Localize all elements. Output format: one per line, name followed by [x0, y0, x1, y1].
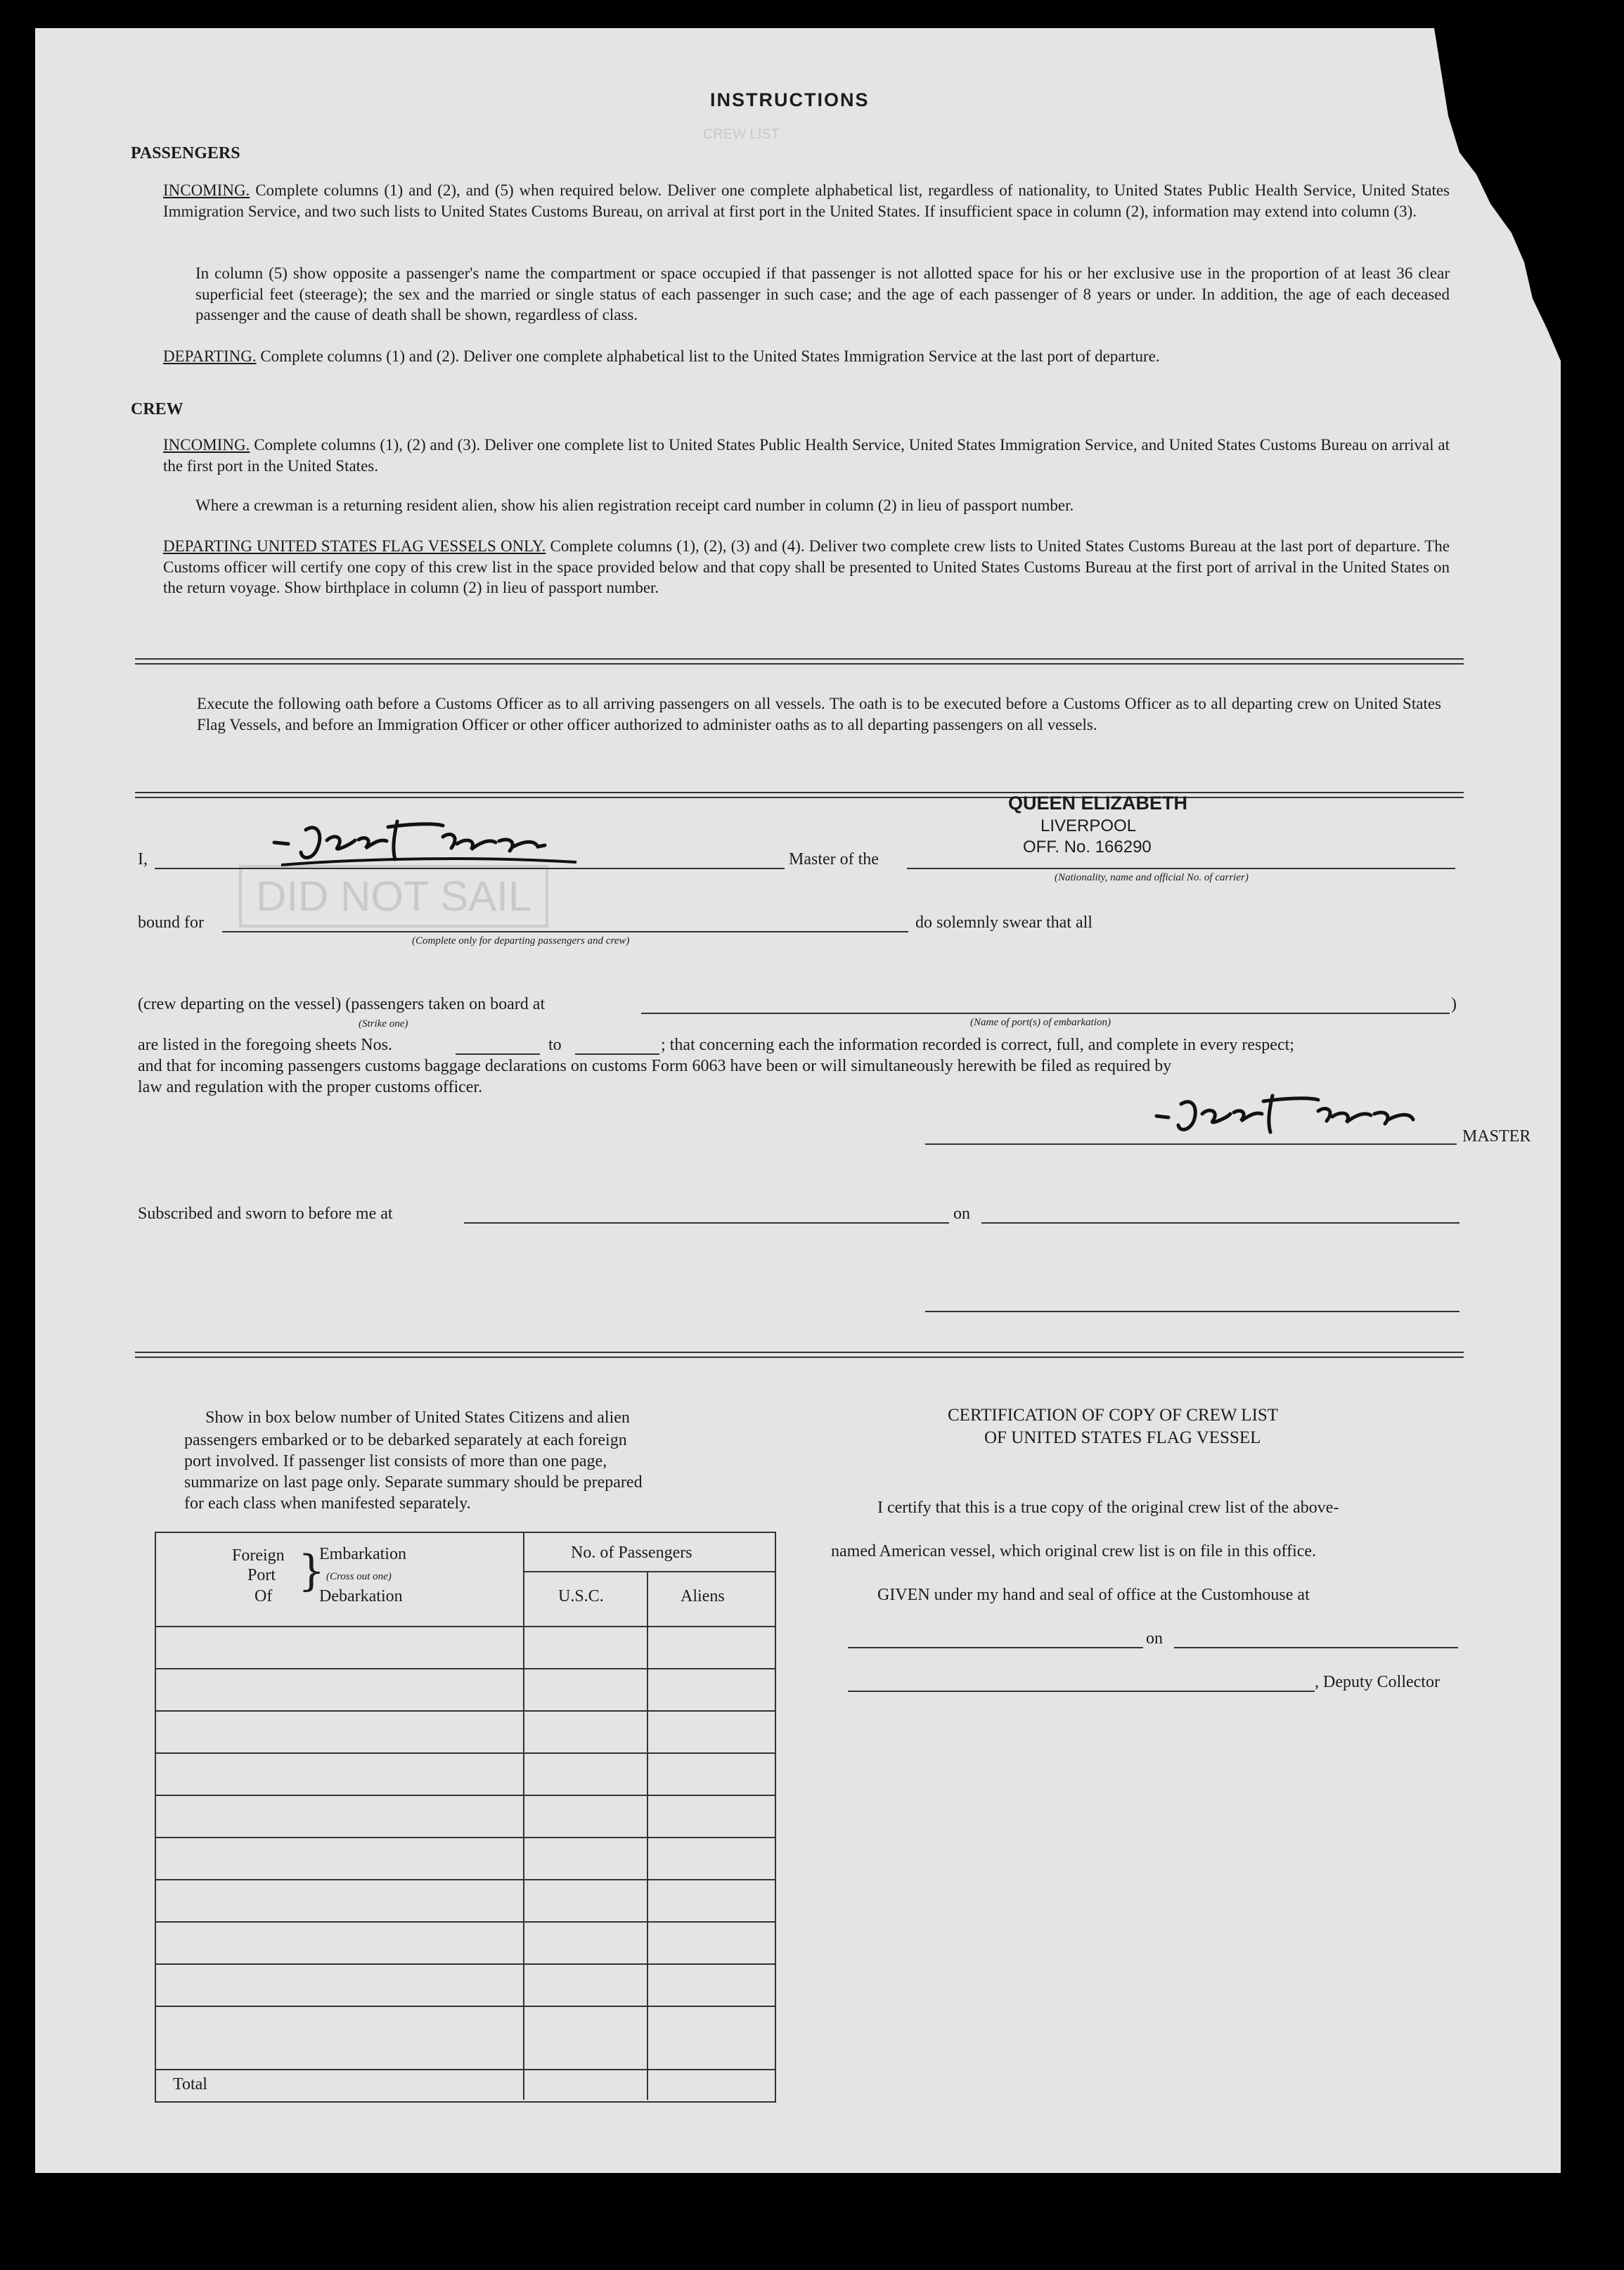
- summary-table: [155, 1532, 776, 2103]
- crew-incoming-text: Complete columns (1), (2) and (3). Deliver one complete list to United States Public Health Service, United States Immigration Service, and United States Customs Bureau on arrival at the first port in the United States.: [163, 436, 1450, 475]
- listed-text-a: are listed in the foregoing sheets Nos.: [138, 1036, 392, 1054]
- deputy-collector-label: , Deputy Collector: [1315, 1673, 1440, 1691]
- col-debarkation: Debarkation: [319, 1587, 403, 1605]
- crew-heading: CREW: [131, 400, 183, 418]
- passengers-heading: PASSENGERS: [131, 144, 240, 162]
- table-row-line: [155, 1752, 775, 1754]
- page-title: INSTRUCTIONS: [710, 89, 870, 110]
- table-total-label: Total: [173, 2075, 207, 2093]
- summary-intro-4: summarize on last page only. Separate summary should be prepared: [184, 1473, 643, 1492]
- vessel-port: LIVERPOOL: [1040, 816, 1137, 835]
- summary-intro-2: passengers embarked or to be debarked separately at each foreign: [184, 1431, 627, 1449]
- passengers-incoming-text: Complete columns (1) and (2), and (5) when required below. Deliver one complete alphabetical list, regardless of nationality, to United States Public Health Service, United States Immigration Service, and two such lists to United States Customs Bureau, on arrival at first port in the United States. If insufficient space in column (2), information may extend into column (3).: [163, 181, 1450, 220]
- listed-text-b: ; that concerning each the information recorded is correct, full, and complete in every respect;: [661, 1036, 1294, 1054]
- embarkation-caption: (Name of port(s) of embarkation): [970, 1017, 1111, 1028]
- passengers-incoming-paragraph: [163, 180, 1450, 222]
- table-row-line: [155, 1668, 775, 1669]
- master-of-label: Master of the: [789, 850, 879, 868]
- table-col-divider-1: [523, 1532, 524, 2100]
- table-row-line: [155, 2006, 775, 2007]
- summary-intro-5: for each class when manifested separately.: [184, 1494, 471, 1513]
- passengers-departing-text: Complete columns (1) and (2). Deliver one complete alphabetical list to the United States Immigration Service at the last port of departure.: [260, 347, 1160, 365]
- crew-departing-text: (crew departing on the vessel) (passengers taken on board at: [138, 995, 546, 1013]
- strike-one-caption: (Strike one): [359, 1018, 408, 1030]
- lower-divider: [135, 1352, 1464, 1358]
- bound-for-label: bound for: [138, 913, 204, 932]
- listed-text-c: and that for incoming passengers customs baggage declarations on customs Form 6063 have been or will simultaneously herewith be filed as required by: [138, 1057, 1172, 1075]
- swear-text: do solemnly swear that all: [915, 913, 1093, 932]
- col-aliens: Aliens: [681, 1587, 725, 1605]
- crew-departing-text: Complete columns (1), (2), (3) and (4). Deliver two complete crew lists to United States Customs Bureau at the last port of departure. The Customs officer will certify one copy of this crew list in the space provided below and that copy shall be presented to United States Customs Bureau at the first port of arrival in the United States on the return voyage. Show birthplace in column (2) in lieu of passport number.: [163, 537, 1450, 596]
- bleed-through-stamp: DID NOT SAIL: [239, 865, 548, 928]
- col-embarkation: Embarkation: [319, 1545, 406, 1563]
- summary-intro-1: Show in box below number of United States Citizens and alien: [205, 1409, 630, 1427]
- subscribed-text: Subscribed and sworn to before me at: [138, 1205, 393, 1223]
- crew-departing-paragraph: [163, 536, 1450, 598]
- subscribed-place-line: [464, 1222, 949, 1224]
- table-row-line: [155, 1795, 775, 1796]
- vessel-name: QUEEN ELIZABETH: [1008, 793, 1188, 814]
- table-row-line: [155, 1963, 775, 1965]
- certification-on: on: [1146, 1629, 1163, 1648]
- closing-paren: ): [1451, 995, 1457, 1013]
- certification-heading-1: CERTIFICATION OF COPY OF CREW LIST: [948, 1406, 1279, 1425]
- table-header-line: [155, 1626, 775, 1627]
- master-signature-2: [1153, 1091, 1448, 1141]
- crew-departing-label: DEPARTING UNITED STATES FLAG VESSELS ONLY.: [163, 537, 546, 555]
- certification-place-line: [848, 1647, 1143, 1648]
- subscribed-on: on: [953, 1205, 970, 1223]
- vessel-official-number: OFF. No. 166290: [1023, 838, 1152, 857]
- col-num-passengers: No. of Passengers: [571, 1544, 692, 1562]
- col-usc: U.S.C.: [558, 1587, 604, 1605]
- sheet-to-line: [575, 1053, 659, 1055]
- bound-for-caption: (Complete only for departing passengers and crew): [412, 935, 630, 947]
- deputy-signature-line: [848, 1691, 1315, 1692]
- certification-text-2: named American vessel, which original crew list is on file in this office.: [831, 1542, 1317, 1560]
- master-signature-1: [267, 816, 591, 872]
- certification-heading-2: OF UNITED STATES FLAG VESSEL: [984, 1428, 1261, 1447]
- table-col-divider-2: [647, 1571, 648, 2100]
- officer-signature-line: [925, 1311, 1459, 1312]
- col-cross-out: (Cross out one): [326, 1571, 392, 1582]
- passengers-incoming-label: INCOMING.: [163, 181, 250, 199]
- sheet-from-line: [456, 1053, 540, 1055]
- table-header-subline: [523, 1571, 775, 1572]
- master-signature-line: [925, 1143, 1457, 1145]
- section-divider: [135, 658, 1464, 665]
- oath-divider: [135, 792, 1464, 798]
- certification-given: GIVEN under my hand and seal of office at the Customhouse at: [877, 1586, 1310, 1604]
- table-row-line: [155, 1921, 775, 1923]
- crew-incoming-paragraph: [163, 435, 1450, 476]
- bleed-through-text: CREW LIST: [703, 127, 780, 142]
- summary-intro-3: port involved. If passenger list consists of more than one page,: [184, 1452, 607, 1470]
- master-label: MASTER: [1462, 1127, 1531, 1146]
- table-row-line: [155, 1837, 775, 1838]
- col-foreign-2: Port: [247, 1566, 276, 1584]
- passengers-column5-paragraph: In column (5) show opposite a passenger's name the compartment or space occupied if that passenger is not allotted space for his or her exclusive use in the proportion of at least 36 clear superficial feet (steerage); the sex and the married or single status of each passenger in such case; and the age of each passenger of 8 years or under. In addition, the age of each deceased passenger and the cause of death shall be shown, regardless of class.: [195, 264, 1450, 323]
- table-row-line: [155, 1710, 775, 1712]
- col-foreign-3: Of: [254, 1587, 273, 1605]
- column-brace: }: [298, 1546, 326, 1596]
- carrier-caption: (Nationality, name and official No. of carrier): [1055, 872, 1249, 883]
- certification-text-1: I certify that this is a true copy of the original crew list of the above-: [877, 1499, 1339, 1517]
- crew-resident-paragraph: Where a crewman is a returning resident alien, show his alien registration receipt card number in column (2) in lieu of passport number.: [195, 496, 1074, 514]
- crew-incoming-label: INCOMING.: [163, 436, 250, 454]
- listed-to: to: [548, 1036, 562, 1054]
- col-foreign-1: Foreign: [232, 1546, 285, 1565]
- oath-i-label: I,: [138, 850, 148, 868]
- certification-date-line: [1174, 1647, 1458, 1648]
- table-row-line: [155, 1879, 775, 1880]
- passengers-departing-label: DEPARTING.: [163, 347, 257, 365]
- listed-text-d: law and regulation with the proper customs officer.: [138, 1078, 483, 1096]
- subscribed-date-line: [981, 1222, 1459, 1224]
- oath-intro-paragraph: Execute the following oath before a Customs Officer as to all arriving passengers on all vessels. The oath is to be executed before a Customs Officer as to all departing crew on United States Flag Vessels, and before an Immigration Officer or other officer authorized to administer oaths as to all departing passengers on all vessels.: [197, 695, 1441, 733]
- passengers-departing-paragraph: [163, 346, 1450, 367]
- table-total-line: [155, 2069, 775, 2070]
